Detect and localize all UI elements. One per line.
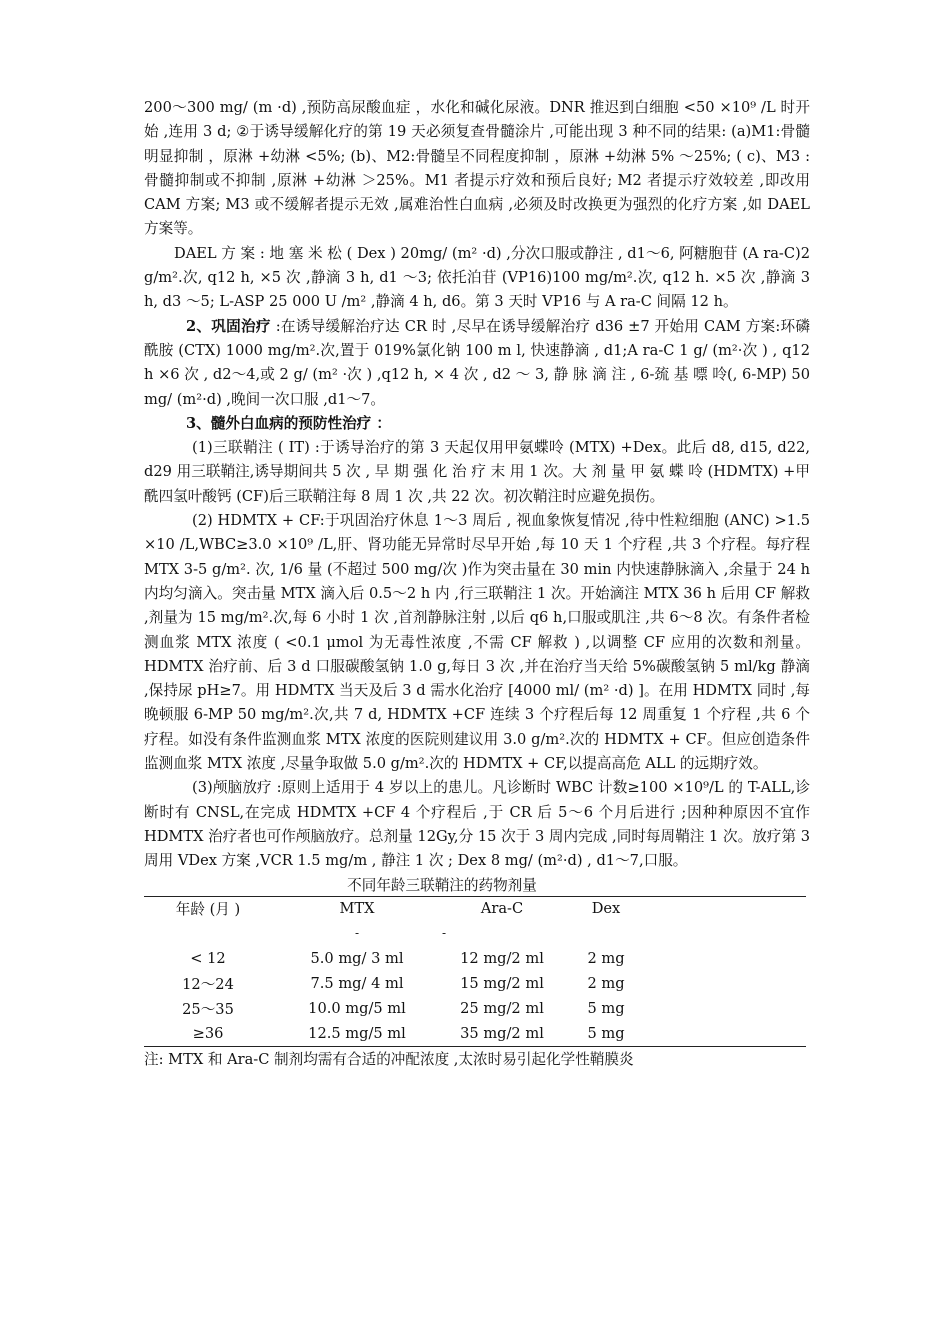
paragraph-cranial-radiation: (3)颅脑放疗 :原则上适用于 4 岁以上的患儿。凡诊断时 WBC 计数≥100 ×10⁹/L 的 T-ALL,诊断时有 CNSL,在完成 HDMTX +CF 4 个疗程后 ,于 CR 后 5～6 个月后进行 ;因种种原因不宜作 HDMTX 治疗者也可作颅脑放疗。总剂量 12Gy,分 15 次于 3 周内完成 ,同时每周鞘注 1 次。放疗第 3 周用 VDex 方案 ,VCR 1.5 mg/m , 静注 1 次 ; Dex 8 mg/ (m²·d) , d1～7,口服。 (144, 779, 810, 870)
table-header-row (144, 896, 806, 921)
header-dex: Dex (591, 900, 621, 917)
dose-table (144, 896, 806, 1047)
dash-mtx: - (354, 926, 360, 940)
dash-arac: - (442, 926, 447, 940)
header-age: 年龄 (月 ) (175, 901, 241, 918)
header-mtx: MTX (339, 900, 375, 917)
paragraph-induction-results: 200～300 mg/ (m ·d) ,预防高尿酸血症 ，水化和碱化尿液。DNR 推迟到白细胞 <50 ×10⁹ /L 时开始 ,连用 3 d; ②于诱导缓解化疗的第 19 天必须复查骨髓涂片 ,可能出现 3 种不同的结果: (a)M1:骨髓明显抑制 ，原淋 +幼淋 <5%; (b)、M2:骨髓呈不同程度抑制 ，原淋 +幼淋 5% ～25%; ( c)、M3 :骨髓抑制或不抑制 ,原淋 +幼淋 ＞25%。M1 者提示疗效和预后良好; M2 者提示疗效较差 ,即改用 CAM 方案; M3 或不缓解者提示无效 ,属难治性白血病 ,必须及时改换更为强烈的化疗方案 ,如 DAEL 方案等。 (144, 99, 810, 238)
paragraph-intrathecal: (1)三联鞘注 ( IT) :于诱导治疗的第 3 天起仅用甲氨蝶呤 (MTX) +Dex。此后 d8, d15, d22, d29 用三联鞘注,诱导期间共 5 次 , 早 期 强 化 治 疗 末 用 1 次。大 剂 量 甲 氨 蝶 呤 (HDMTX) +甲酰四氢叶酸钙 (CF)后三联鞘注每 8 周 1 次 ,共 22 次。初次鞘注时应避免损伤。 (144, 439, 810, 505)
table-row: < 12 5.0 mg/ 3 ml 12 mg/2 ml 2 mg (190, 949, 625, 967)
heading-extramedullary: 3、髓外白血病的预防性治疗 ： (186, 414, 391, 432)
table-row: ≥36 12.5 mg/5 ml 35 mg/2 ml 5 mg (192, 1024, 625, 1042)
table-dash-row (144, 921, 806, 946)
header-arac: Ara-C (480, 900, 524, 917)
table-title: 不同年龄三联鞘注的药物剂量 (347, 876, 537, 894)
heading-consolidation: 2、巩固治疗 (186, 317, 271, 335)
table-row: 25～35 10.0 mg/5 ml 25 mg/2 ml 5 mg (182, 999, 625, 1018)
document-page (144, 96, 810, 1070)
table-row: 12～24 7.5 mg/ 4 ml 15 mg/2 ml 2 mg (182, 974, 625, 993)
paragraph-hdmtx: (2) HDMTX + CF:于巩固治疗休息 1～3 周后 , 视血象恢复情况 ,待中性粒细胞 (ANC) >1.5 ×10 /L,WBC≥3.0 ×10⁹ /L,肝、肾功能无异常时尽早开始 ,每 10 天 1 个疗程 ,共 3 个疗程。每疗程 MTX 3-5 g/m². 次, 1/6 量 (不超过 500 mg/次 )作为突击量在 30 min 内快速静脉滴入 ,余量于 24 h 内均匀滴入。突击量 MTX 滴入后 0.5～2 h 内 ,行三联鞘注 1 次。开始滴注 MTX 36 h 后用 CF 解救 ,剂量为 15 mg/m².次,每 6 小时 1 次 ,首剂静脉注射 ,以后 q6 h,口服或肌注 ,共 6～8 次。有条件者检测血浆 MTX 浓度 ( <0.1 μmol 为无毒性浓度 ,不需 CF 解救 ) ,以调整 CF 应用的次数和剂量。HDMTX 治疗前、后 3 d 口服碳酸氢钠 1.0 g,每日 3 次 ,并在治疗当天给 5%碳酸氢钠 5 ml/kg 静滴 ,保持尿 pH≥7。用 HDMTX 当天及后 3 d 需水化治疗 [4000 ml/ (m² ·d) ]。在用 HDMTX 同时 ,每晚顿服 6-MP 50 mg/m².次,共 7 d, HDMTX +CF 连续 3 个疗程后每 12 周重复 1 个疗程 ,共 6 个疗程。如没有条件监测血浆 MTX 浓度的医院则建议用 3.0 g/m².次的 HDMTX + CF。但应创造条件监测血浆 MTX 浓度 ,尽量争取做 5.0 g/m².次的 HDMTX + CF,以提高高危 ALL 的远期疗效。 (144, 512, 810, 773)
paragraph-consolidation: 2、巩固治疗 :在诱导缓解治疗达 CR 时 ,尽早在诱导缓解治疗 d36 ±7 开始用 CAM 方案:环磷酰胺 (CTX) 1000 mg/m².次,置于 019%氯化钠 100 m l, 快速静滴 , d1;A ra-C 1 g/ (m²·次 ) , q12 h ×6 次 , d2～4,或 2 g/ (m² ·次 ) ,q12 h, × 4 次 , d2 ～ 3, 静 脉 滴 注 , 6-巯 基 嘌 呤(, 6-MP) 50 mg/ (m²·d) ,晚间一次口服 ,d1～7。 (144, 317, 811, 408)
table-note: 注: MTX 和 Ara-C 制剂均需有合适的冲配浓度 ,太浓时易引起化学性鞘膜炎 (144, 1050, 634, 1068)
paragraph-dael-regimen: DAEL 方 案 : 地 塞 米 松 ( Dex ) 20mg/ (m² ·d) ,分次口服或静注 , d1～6, 阿糖胞苷 (A ra-C)2 g/m².次, q12 h, ×5 次 ,静滴 3 h, d1 ～3; 依托泊苷 (VP16)100 mg/m².次, q12 h. ×5 次 ,静滴 3 h, d3 ～5; L-ASP 25 000 U /m² ,静滴 4 h, d6。第 3 天时 VP16 与 A ra-C 间隔 12 h。 (144, 244, 810, 311)
consolidation-text: 在诱导缓解治疗达 CR 时 ,尽早在诱导缓解治疗 d36 ±7 开始用 CAM 方案:环磷酰胺 (CTX) 1000 mg/m².次,置于 019%氯化钠 100 m l, 快速静滴 , d1;A ra-C 1 g/ (m²·次 ) , q12 h ×6 次 , d2～4,或 2 g/ (m² ·次 ) ,q12 h, × 4 次 , d2 ～ 3, 静 脉 滴 注 , 6-巯 基 嘌 呤(, 6-MP) 50 mg/ (m²·d) ,晚间一次口服 ,d1～7。 (144, 317, 811, 408)
